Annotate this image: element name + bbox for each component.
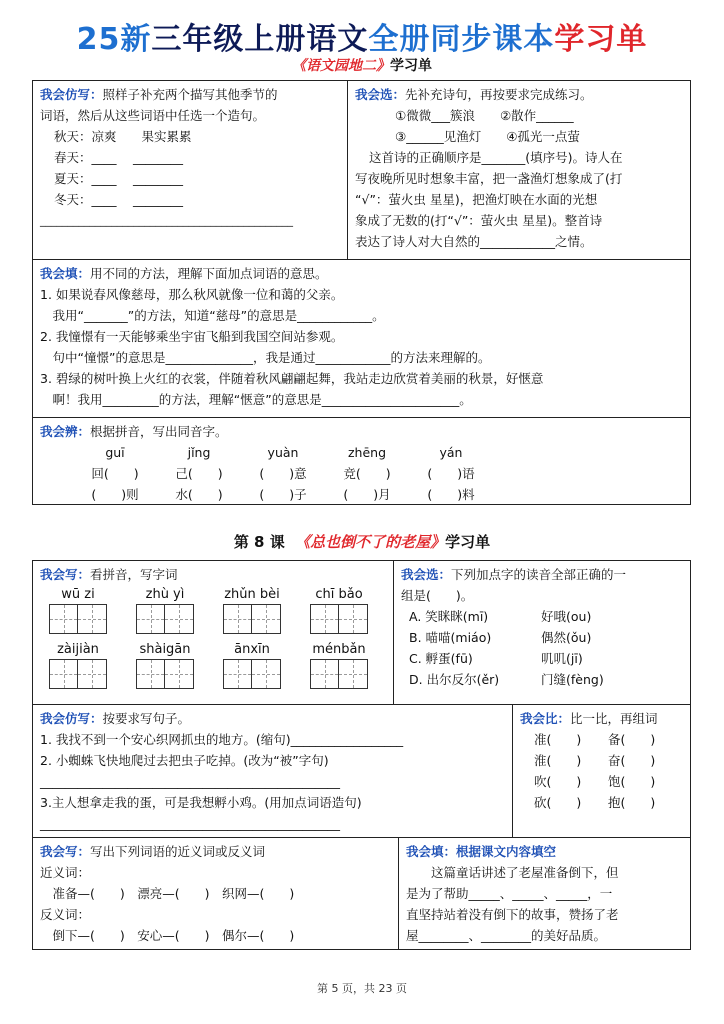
xuan-label: 我会选：: [355, 87, 406, 102]
content-fill-line[interactable]: 是为了帮助_____、_____、_____，一: [406, 886, 613, 901]
pinyin-item: ānxīn: [214, 640, 290, 689]
section-subtitle: 《语文园地二》学习单: [292, 58, 432, 74]
choice-answer[interactable]: 组是( )。: [401, 588, 474, 603]
writing-grid[interactable]: [49, 604, 107, 634]
bian-label: 我会辨：: [40, 424, 91, 439]
xuan-label: 我会选：: [401, 567, 452, 582]
fill-line[interactable]: 句中“憧憬”的意思是______________，我是通过____________的方法来理解的。: [40, 350, 491, 365]
antonym-row[interactable]: 倒下—( ) 安心—( ) 偶尔—( ): [40, 928, 295, 943]
pinyin-item: shàigān: [127, 640, 203, 689]
synonym-block: 我会写：写出下列词语的近义词或反义词 近义词： 准备—( ) 漂亮—( ) 织网—( ) 反义词： 倒下—( ) 安心—( ) 偶尔—( ): [33, 837, 398, 949]
synonym-row[interactable]: 准备—( ) 漂亮—( ) 织网—( ): [40, 886, 295, 901]
tian-label: 我会填：: [40, 266, 91, 281]
bi-label: 我会比：: [520, 711, 571, 726]
homophone-blank[interactable]: ( )月: [343, 487, 391, 502]
rewrite-line[interactable]: ________________________________________________: [40, 816, 340, 831]
writing-grid[interactable]: [223, 659, 281, 689]
spring-answer[interactable]: 春天：____ ________: [54, 150, 183, 165]
compare-block: 我会比：比一比，再组词 准( ) 备( ) 淮( ) 奋( ) 吹( ) 饱( ) 砍( ) 抱( ): [512, 704, 690, 837]
tian-label: 我会填：: [406, 844, 457, 859]
homophone-col: zhēng 竞( ) ( )月: [332, 442, 402, 505]
fangxie-label: 我会仿写：: [40, 711, 103, 726]
compare-row[interactable]: 吹( ) 饱( ): [534, 774, 656, 789]
writing-grid[interactable]: [223, 604, 281, 634]
bian-block: 我会辨：根据拼音，写出同音字。 guī 回( ) ( )则 jǐng 己( ) 水( ) yuàn ( )意 ( )子 zhēng 竞( ) ( )月 yán ( )语 ( )料: [33, 417, 690, 504]
pinyin-item: ménbǎn: [301, 640, 377, 689]
pinyin-item: chī bǎo: [301, 585, 377, 634]
fangxie-label: 我会仿写：: [40, 87, 103, 102]
choice-option[interactable]: D. 出尔反尔(ěr) 门缝(fèng): [409, 672, 604, 687]
xie-label: 我会写：: [40, 567, 91, 582]
homophone-blank[interactable]: ( )料: [427, 487, 475, 502]
homophone-blank[interactable]: 竞( ): [343, 466, 391, 481]
content-fill-block: 我会填：根据课文内容填空 这篇童话讲述了老屋准备倒下，但 是为了帮助_____、_____、_____，一 直坚持站着没有倒下的故事，赞扬了老 屋________、________的美好品质。: [398, 837, 690, 949]
fangxie-block: 我会仿写：照样子补充两个描写其他季节的 词语，然后从这些词语中任选一个造句。 秋天：凉爽 果实累累 春天：____ ________ 夏天：____ ________ 冬天：____ ________ ______________________________________________: [33, 81, 347, 259]
winter-answer[interactable]: 冬天：____ ________: [54, 192, 183, 207]
compare-row[interactable]: 准( ) 备( ): [534, 732, 656, 747]
poem-option-row[interactable]: ③______见渔灯 ④孤光一点萤: [395, 129, 580, 144]
choice-option[interactable]: B. 喵喵(miáo) 偶然(ǒu): [409, 630, 592, 645]
writing-grid[interactable]: [136, 659, 194, 689]
homophone-col: yuàn ( )意 ( )子: [248, 442, 318, 505]
poem-option-row[interactable]: ①微微___簇浪 ②散作______: [395, 108, 574, 123]
homophone-blank[interactable]: ( )语: [427, 466, 475, 481]
writing-grid[interactable]: [136, 604, 194, 634]
pinyin-item: zhǔn bèi: [214, 585, 290, 634]
content-fill-line[interactable]: 屋________、________的美好品质。: [406, 928, 607, 943]
rewrite-line[interactable]: ________________________________________________: [40, 774, 340, 789]
homophone-blank[interactable]: 水( ): [175, 487, 223, 502]
page-number: 第 5 页，共 23 页: [317, 982, 407, 995]
pronunciation-block: 我会选：下列加点字的读音全部正确的一 组是( )。 A. 笑眯眯(mī) 好哦(ou) B. 喵喵(miáo) 偶然(ǒu) C. 孵蛋(fū) 叽叽(jī) D. 出尔反尔(ěr) 门缝(fèng): [393, 561, 690, 704]
pinyin-item: zàijiàn: [40, 640, 116, 689]
xie2-label: 我会写：: [40, 844, 91, 859]
lesson-title: 第 8 课 《总也倒不了的老屋》学习单: [233, 533, 491, 551]
garden-two-worksheet: [32, 80, 691, 505]
homophone-blank[interactable]: ( )意: [259, 466, 307, 481]
writing-grid[interactable]: [310, 659, 368, 689]
pinyin-item: wū zi: [40, 585, 116, 634]
xuan-block: 我会选：先补充诗句，再按要求完成练习。 ①微微___簇浪 ②散作______ ③______见渔灯 ④孤光一点萤 这首诗的正确顺序是_______(填序号)。诗人在 写夜晚所见时想象丰富，把一盏渔灯想象成了(打 “√”：萤火虫 星星)，把渔灯映在水面的光想 象成了无数的(打“√”：萤火虫 星星)。整首诗 表达了诗人对大自然的____________之情。: [347, 81, 690, 259]
xie-block: 我会写：看拼音，写字词 wū zi zhù yì zhǔn bèi chī bǎo zàijiàn shàigān ānxīn ménbǎn: [33, 561, 393, 704]
homophone-blank[interactable]: 己( ): [175, 466, 223, 481]
fill-line[interactable]: 我用“_______”的方法，知道“慈母”的意思是____________。: [40, 308, 385, 323]
page-title: 25新三年级上册语文全册同步课本学习单: [76, 22, 648, 57]
choice-option[interactable]: A. 笑眯眯(mī) 好哦(ou): [409, 609, 592, 624]
homophone-col: jǐng 己( ) 水( ): [164, 442, 234, 505]
lesson-eight-worksheet: [32, 560, 691, 950]
homophone-col: guī 回( ) ( )则: [80, 442, 150, 505]
sentence-rewrite-block: 我会仿写：按要求写句子。 1. 我找不到一个安心织网抓虫的地方。(缩句)__________________ 2. 小蜘蛛飞快地爬过去把虫子吃掉。(改为“被”字句) ________________________________________________ 3.主人想拿走我的蛋，可是我想孵小鸡。(用加点词语造句) ________________________________________________: [33, 704, 512, 837]
homophone-blank[interactable]: ( )子: [259, 487, 307, 502]
homophone-blank[interactable]: ( )则: [91, 487, 139, 502]
tian-block: 我会填：用不同的方法，理解下面加点词语的意思。 1. 如果说春风像慈母，那么秋风就像一位和蔼的父亲。 我用“_______”的方法，知道“慈母”的意思是____________。 2. 我憧憬有一天能够乘坐宇宙飞船到我国空间站参观。 句中“憧憬”的意思是______________，我是通过____________的方法来理解的。 3. 碧绿的树叶换上火红的衣裳，伴随着秋风翩翩起舞，我站走边欣赏着美丽的秋景，好惬意 啊！我用_________的方法，理解“惬意”的意思是______________________。: [33, 259, 690, 417]
summer-answer[interactable]: 夏天：____ ________: [54, 171, 183, 186]
homophone-col: yán ( )语 ( )料: [416, 442, 486, 505]
fill-line[interactable]: 啊！我用_________的方法，理解“惬意”的意思是______________________。: [40, 392, 472, 407]
choice-option[interactable]: C. 孵蛋(fū) 叽叽(jī): [409, 651, 583, 666]
compare-row[interactable]: 淮( ) 奋( ): [534, 753, 656, 768]
writing-grid[interactable]: [310, 604, 368, 634]
rewrite-line[interactable]: 1. 我找不到一个安心织网抓虫的地方。(缩句)__________________: [40, 732, 404, 747]
pinyin-item: zhù yì: [127, 585, 203, 634]
compare-row[interactable]: 砍( ) 抱( ): [534, 795, 656, 810]
sentence-blank[interactable]: ______________________________________________: [40, 214, 293, 227]
homophone-blank[interactable]: 回( ): [91, 466, 139, 481]
writing-grid[interactable]: [49, 659, 107, 689]
